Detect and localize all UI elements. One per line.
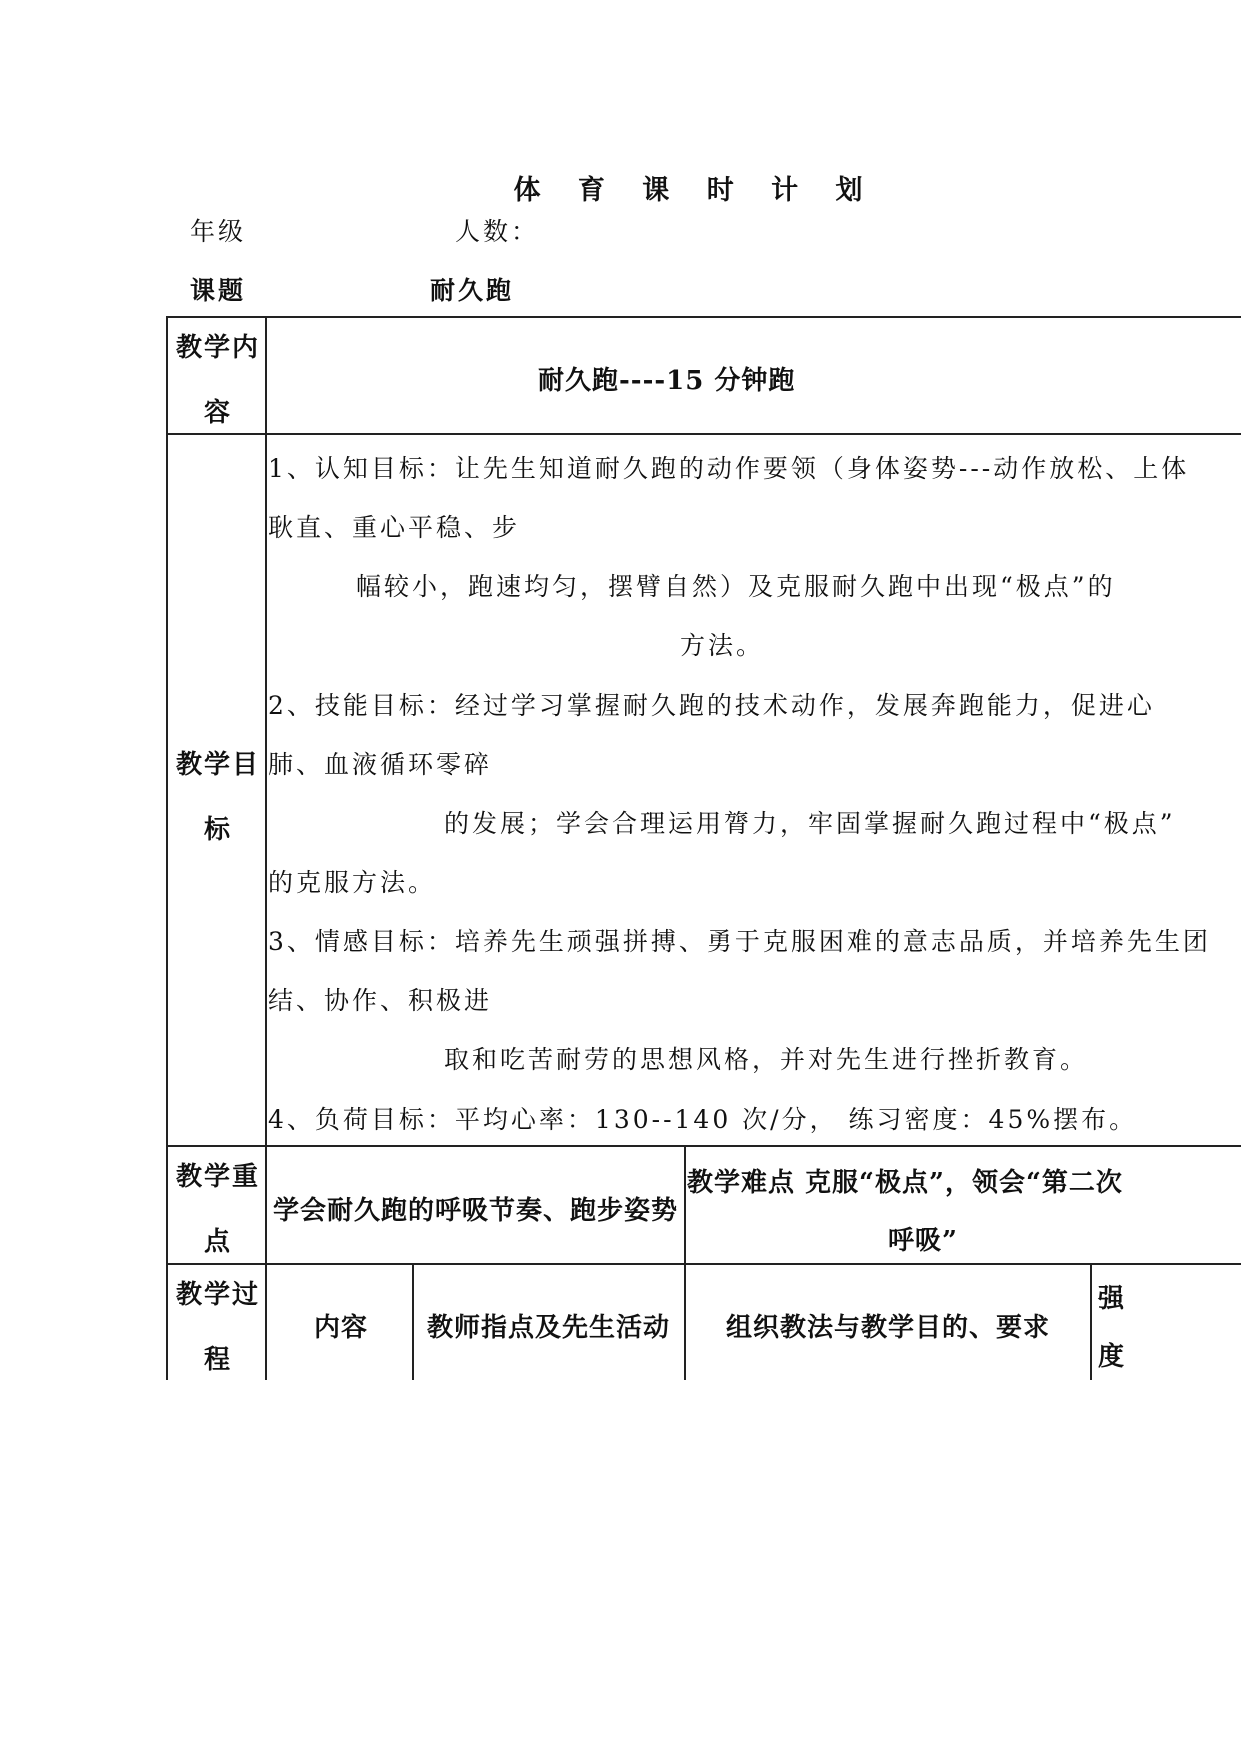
table-divider-vertical xyxy=(265,316,267,1380)
page-title: 体 育 课 时 计 划 xyxy=(513,175,877,206)
key-points-label-line1: 教学重 xyxy=(176,1162,261,1192)
content-label-line1: 教学内 xyxy=(176,333,261,363)
objective-line: 结、协作、积极进 xyxy=(268,986,493,1015)
content-label xyxy=(176,316,260,446)
table-divider xyxy=(166,1145,1241,1147)
topic-label: 课题 xyxy=(190,276,247,305)
objective-line: 2、技能目标：经过学习掌握耐久跑的技术动作，发展奔跑能力，促进心 xyxy=(268,691,1155,720)
process-label xyxy=(176,1263,260,1393)
process-col-teacher: 教师指点及先生活动 xyxy=(427,1313,671,1343)
key-points-label xyxy=(176,1145,260,1275)
content-value: 耐久跑----15 分钟跑 xyxy=(538,366,796,396)
topic-value: 耐久跑 xyxy=(430,276,515,305)
table-divider-vertical xyxy=(1090,1263,1092,1380)
objectives-label xyxy=(176,733,260,863)
objective-line: 1、认知目标：让先生知道耐久跑的动作要领（身体姿势---动作放松、上体 xyxy=(268,454,1190,483)
table-border-left xyxy=(166,316,168,1380)
process-col-intensity-line1: 强 xyxy=(1098,1284,1125,1314)
process-col-organization: 组织教法与教学目的、要求 xyxy=(726,1313,1051,1343)
objective-line: 的克服方法。 xyxy=(268,868,437,897)
objective-line: 方法。 xyxy=(680,631,765,660)
table-divider-vertical xyxy=(684,1145,686,1380)
objective-line: 的发展；学会合理运用膂力，牢固掌握耐久跑过程中“极点” xyxy=(444,809,1176,838)
objective-line: 取和吃苦耐劳的思想风格，并对先生进行挫折教育。 xyxy=(444,1045,1089,1074)
table-divider xyxy=(166,1263,1241,1265)
table-border-top xyxy=(166,316,1241,318)
process-col-intensity-line2: 度 xyxy=(1098,1342,1125,1372)
process-label-line2: 程 xyxy=(204,1345,233,1375)
process-label-line1: 教学过 xyxy=(176,1280,261,1310)
table-divider-vertical xyxy=(412,1263,414,1380)
table-divider xyxy=(166,433,1241,435)
objective-line: 幅较小，跑速均匀，摆臂自然）及克服耐久跑中出现“极点”的 xyxy=(356,572,1116,601)
objective-line: 3、情感目标：培养先生顽强拼搏、勇于克服困难的意志品质，并培养先生团 xyxy=(268,927,1211,956)
objectives-label-line2: 标 xyxy=(204,815,233,845)
difficulty-line2: 呼吸” xyxy=(888,1226,958,1256)
process-col-content: 内容 xyxy=(314,1313,369,1343)
grade-label: 年级 xyxy=(190,217,247,246)
difficulty-line1: 教学难点 克服“极点”，领会“第二次 xyxy=(687,1168,1123,1198)
key-points-label-line2: 点 xyxy=(204,1227,233,1257)
objective-line: 4、负荷目标：平均心率：130--140 次/分， 练习密度：45%摆布。 xyxy=(268,1105,1138,1134)
objectives-label-line1: 教学目 xyxy=(176,750,261,780)
objective-line: 肺、血液循环零碎 xyxy=(268,750,493,779)
content-label-line2: 容 xyxy=(204,398,233,428)
key-points-value: 学会耐久跑的呼吸节奏、跑步姿势 xyxy=(273,1196,679,1226)
objective-line: 耿直、重心平稳、步 xyxy=(268,513,521,542)
count-label: 人数： xyxy=(455,217,540,246)
